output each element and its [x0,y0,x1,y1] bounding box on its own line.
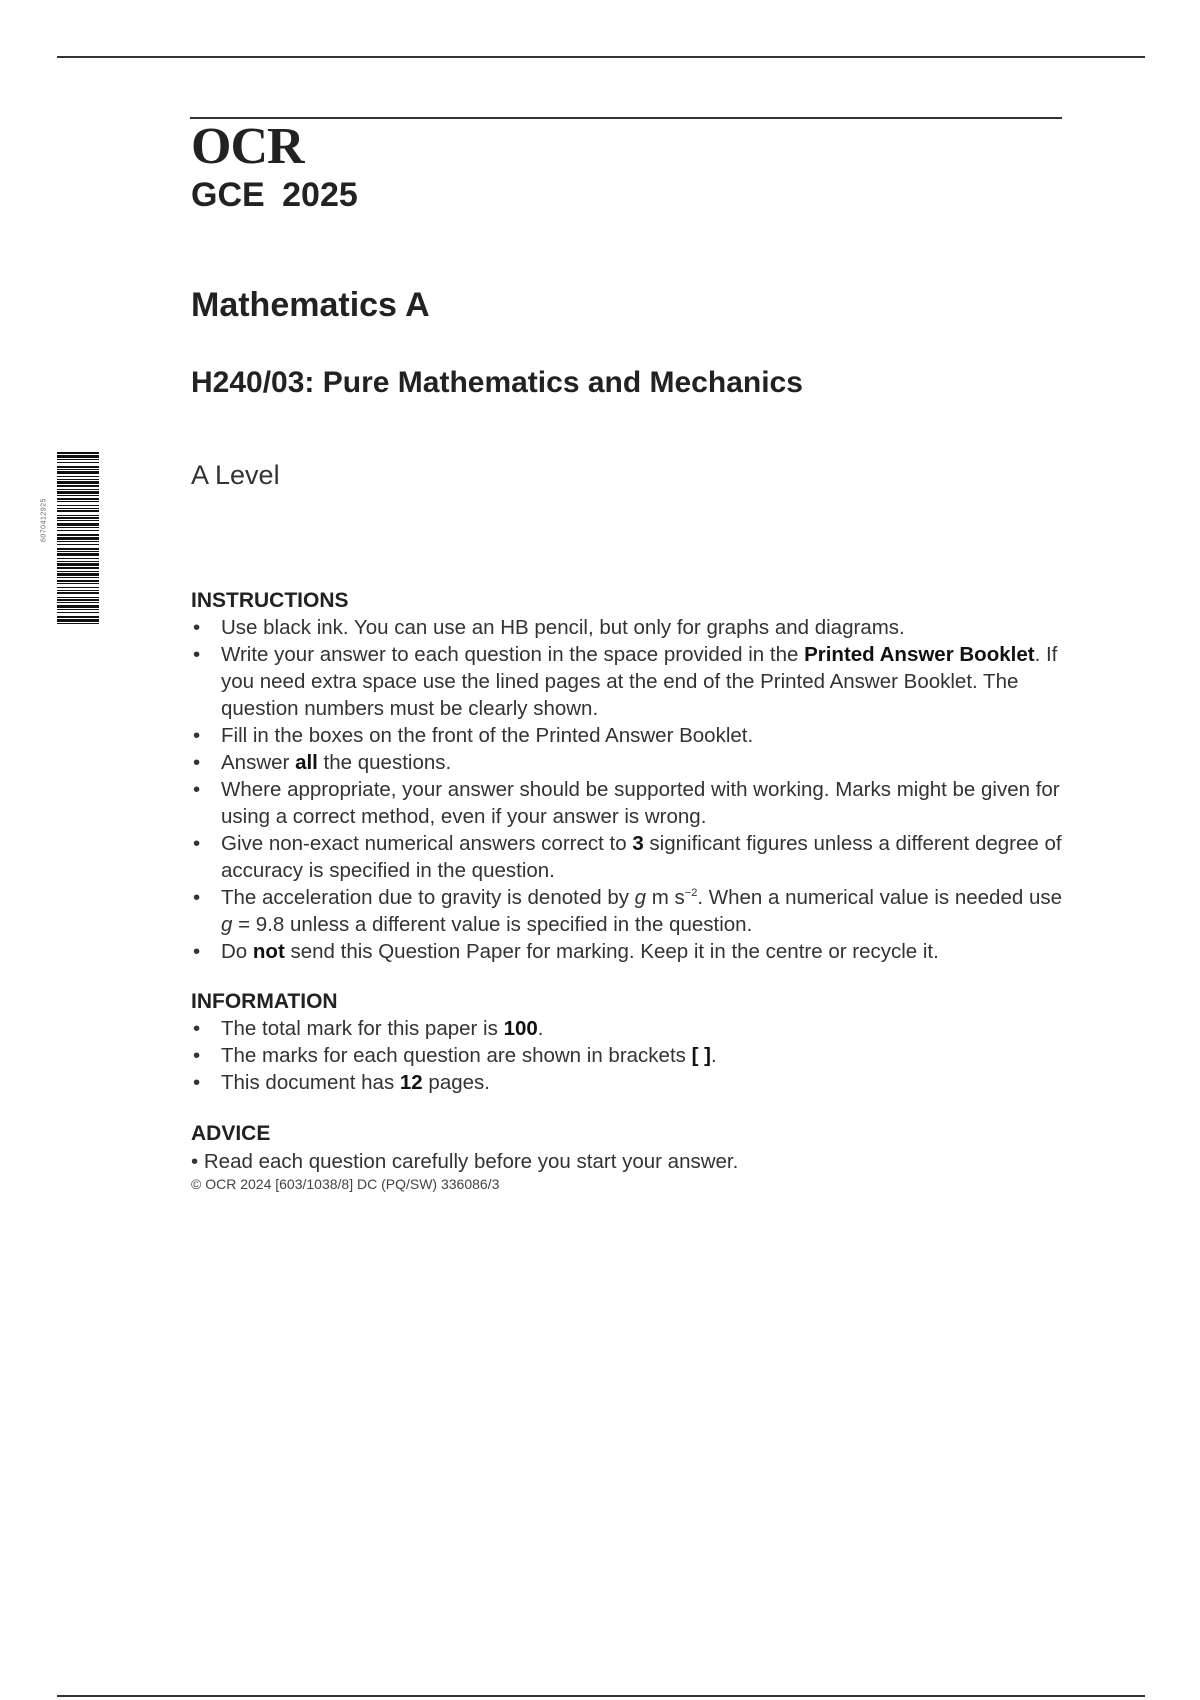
copyright-line: © OCR 2024 [603/1038/8] DC (PQ/SW) 336086/3 [191,1176,500,1192]
barcode-stripe [57,485,99,487]
list-item: • Where appropriate, your answer should be supported with working. Marks might be given for using a correct method, even if your answer is wrong. [193,778,1060,828]
advice-heading: ADVICE [191,1122,271,1145]
barcode-stripe [57,466,99,468]
barcode-stripe [57,609,99,610]
barcode-stripe [57,580,99,582]
barcode-stripe [57,573,99,576]
barcode-stripe [57,534,99,536]
barcode-stripe [57,452,99,454]
ocr-logo: OCR [191,118,304,175]
barcode-stripe [57,491,99,494]
barcode-stripe [57,571,99,572]
barcode-stripe [57,469,99,470]
list-item: • This document has 12 pages. [193,1071,490,1094]
level-label: A Level [191,460,280,490]
advice-item: • Read each question carefully before you start your answer. [191,1150,739,1173]
barcode-stripe [57,577,99,578]
qualification-year [191,175,1071,215]
information-heading: INFORMATION [191,990,338,1013]
barcode-stripe [57,551,99,552]
barcode-stripe [57,462,99,463]
year: 2025 [282,176,358,214]
cover-page [191,118,1071,1193]
barcode-stripe [57,548,99,550]
barcode-stripe [57,527,99,528]
barcode-stripe [57,515,99,516]
barcode-stripe [57,537,99,540]
barcode-stripe [57,619,99,622]
barcode-stripe [57,523,99,526]
barcode-stripe [57,498,99,500]
list-item: • Use black ink. You can use an HB pencil, but only for graphs and diagrams. [193,616,905,639]
list-item: • The total mark for this paper is 100. [193,1017,544,1040]
barcode-stripe [57,602,99,603]
barcode-number: 6070412925 [40,498,48,542]
barcode-stripe [57,597,99,598]
header-rule [190,117,1062,119]
top-rule [57,56,1145,58]
barcode-stripe [57,479,99,480]
barcode-icon [57,452,99,626]
barcode-stripe [57,567,99,569]
barcode-stripe [57,590,99,591]
barcode-stripe [57,587,99,588]
list-item: • Fill in the boxes on the front of the Printed Answer Booklet. [193,724,754,747]
qualification: GCE [191,176,265,214]
list-item: • The acceleration due to gravity is denoted by g m $s^{-2}$. When a numerical value is needed use g = 9.8 unless a different value is specified in the question. [193,886,1062,936]
list-item: • Give non-exact numerical answers correct to 3 significant figures unless a different degree of accuracy is specified in the question. [193,832,1062,882]
barcode-stripe [57,455,99,458]
barcode-stripe [57,505,99,506]
barcode-stripe [57,541,99,542]
information-list [191,1015,1071,1096]
barcode-stripe [57,481,99,484]
barcode-stripe [57,508,99,509]
instructions-heading: INSTRUCTIONS [191,589,349,612]
barcode-stripe [57,471,99,474]
barcode-stripe [57,476,99,477]
instructions-list [191,614,1071,965]
barcode-stripe [57,605,99,608]
barcode-stripe [57,501,99,502]
barcode-stripe [57,553,99,556]
subject-title: Mathematics A [191,286,430,324]
barcode-stripe [57,599,99,601]
list-item: • Write your answer to each question in the space provided in the Printed Answer Booklet. If you need extra space use the lined pages at the end of the Printed Answer Booklet. The question numbers must be clearly shown. [193,643,1058,720]
barcode-stripe [57,561,99,562]
barcode-stripe [57,495,99,496]
barcode-stripe [57,544,99,545]
barcode-stripe [57,612,99,613]
barcode-stripe [57,489,99,490]
barcode-stripe [57,616,99,618]
list-item: • The marks for each question are shown in brackets [ ]. [193,1044,717,1067]
barcode-stripe [57,530,99,531]
list-item: • Do not send this Question Paper for marking. Keep it in the centre or recycle it. [193,940,939,963]
barcode-stripe [57,592,99,594]
barcode-stripe [57,459,99,460]
list-item: • Answer all the questions. [193,751,452,774]
bottom-rule [57,1695,1145,1697]
barcode-stripe [57,563,99,566]
barcode-stripe [57,558,99,559]
barcode-stripe [57,517,99,519]
paper-title: H240/03: Pure Mathematics and Mechanics [191,366,803,399]
barcode-stripe [57,520,99,521]
barcode-stripe [57,583,99,584]
barcode-stripe [57,510,99,512]
barcode-stripe [57,623,99,624]
